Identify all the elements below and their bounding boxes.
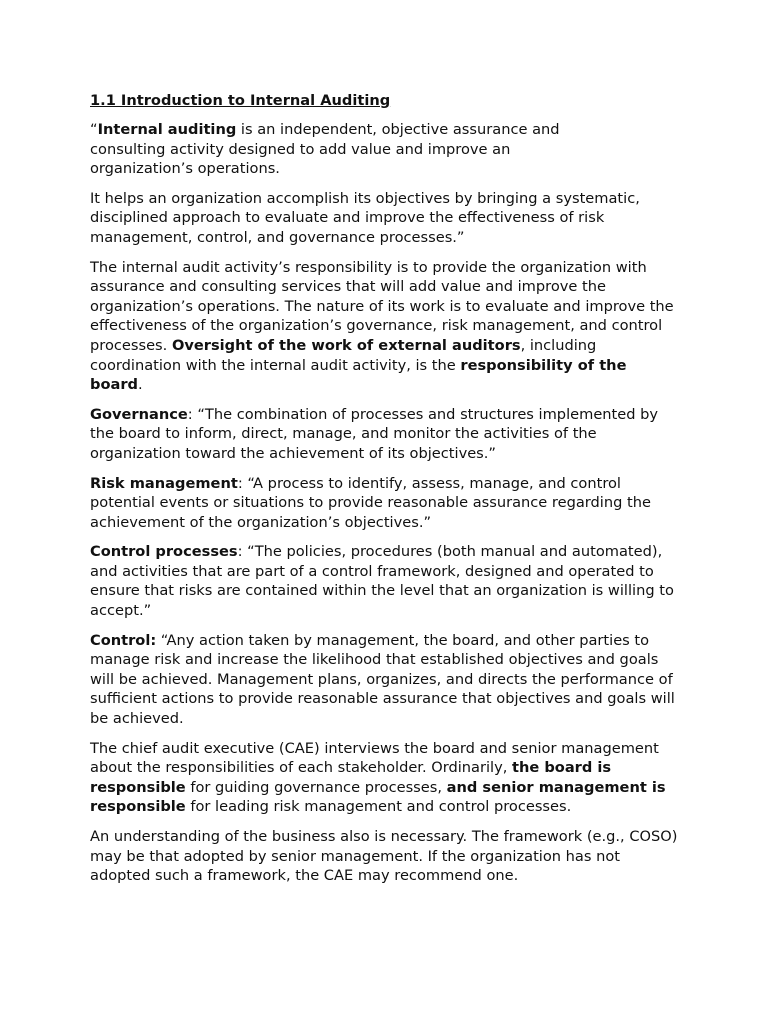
control-definition — [90, 631, 682, 729]
definition-text: : “A process to identify, assess, manage, and control potential events or situations to provide reasonable assurance regarding the achievement of the organization’s objectives.” — [90, 474, 651, 531]
paragraph-text: . — [137, 376, 143, 394]
open-quote: “ — [90, 121, 98, 138]
cae-paragraph — [90, 739, 682, 817]
bold-board-is-responsible: the board is responsible — [90, 759, 612, 796]
definition-text: is an independent, objective assurance and consulting activity designed to add value and improve an organization’s operations. — [90, 121, 560, 178]
term-internal-auditing: Internal auditing — [97, 121, 237, 138]
internal-auditing-definition — [90, 120, 590, 179]
governance-definition — [90, 405, 682, 464]
control-processes-definition — [90, 542, 682, 620]
business-understanding-paragraph: An understanding of the business also is necessary. The framework (e.g., COSO) may be that adopted by senior management. If the organization has not adopted such a framework, the CAE may recommend one. — [90, 828, 678, 885]
definition-text: “Any action taken by management, the board, and other parties to manage risk and increase the likelihood that established objectives and goals will be achieved. Management plans, organizes, and directs the performance of sufficient actions to provide reasonable assurance that objectives and goals will be achieved. — [90, 631, 675, 728]
bold-oversight: Oversight of the work of external auditors — [171, 336, 521, 354]
paragraph-text: for leading risk management and control processes. — [185, 798, 572, 816]
document-page — [90, 90, 682, 896]
paragraph-text: The chief audit executive (CAE) interviews the board and senior management about the responsibilities of each stakeholder. Ordinarily, — [90, 739, 659, 777]
definition-text: : “The combination of processes and structures implemented by the board to inform, direct, manage, and monitor the activities of the organization toward the achievement of its objectives.” — [90, 405, 659, 462]
paragraph-text: The internal audit activity’s responsibility is to provide the organization with assurance and consulting services that will add value and improve the organization’s operations. The nature of its work is to evaluate and improve the effectiveness of the organization’s governance, risk management, and control processes. — [90, 258, 674, 354]
term-control: Control: — [90, 631, 157, 649]
bold-senior-management-responsible: and senior management is responsible — [90, 778, 666, 816]
term-control-processes: Control processes — [90, 543, 238, 561]
section-heading: 1.1 Introduction to Internal Auditing — [90, 92, 391, 109]
responsibility-paragraph — [90, 258, 682, 395]
term-governance: Governance — [90, 405, 188, 423]
definition-text: : “The policies, procedures (both manual and automated), and activities that are part of a control framework, designed and operated to ensure that risks are contained within the level that an organization is willing to accept.” — [90, 543, 674, 620]
paragraph-text: for guiding governance processes, — [185, 778, 447, 796]
term-risk-management: Risk management — [90, 474, 238, 492]
paragraph-text: , including coordination with the internal audit activity, is the — [90, 336, 597, 374]
definition-continued: It helps an organization accomplish its objectives by bringing a systematic, disciplined approach to evaluate and improve the effectiveness of risk management, control, and governance processes.” — [90, 189, 640, 246]
bold-board-responsibility: responsibility of the board — [90, 356, 627, 394]
risk-management-definition — [90, 474, 682, 533]
